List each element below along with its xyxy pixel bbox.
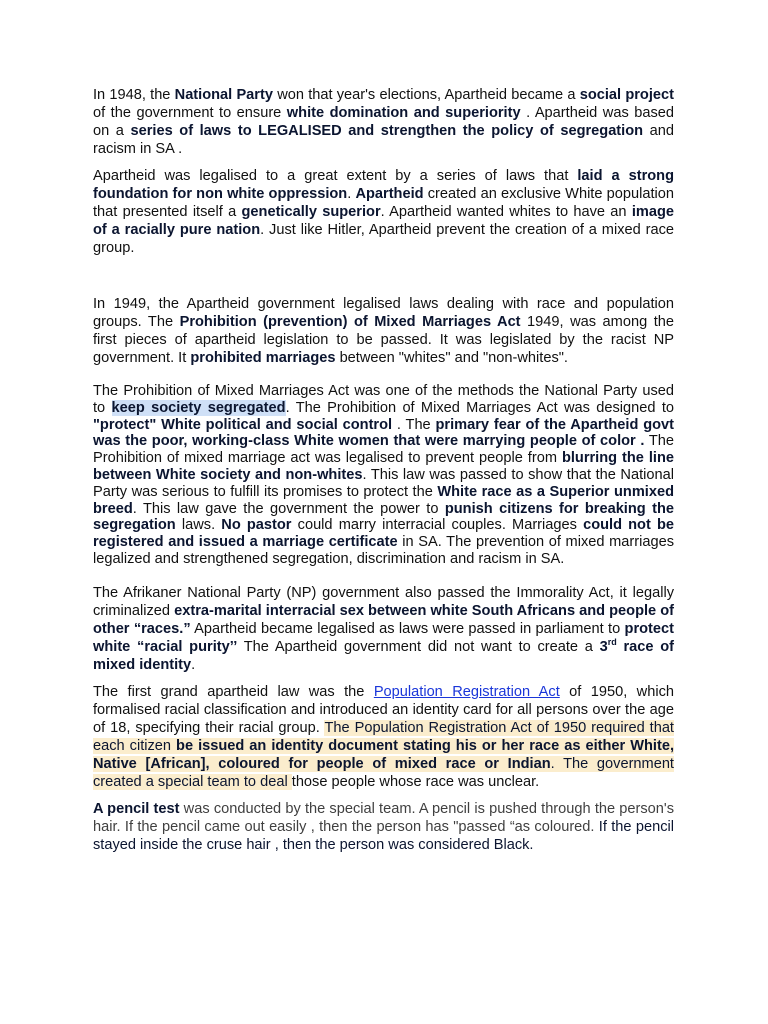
bold-text: Apartheid (355, 186, 424, 202)
text: The Apartheid government did not want to create a (237, 638, 600, 655)
text: . This law gave the government the power to (132, 500, 445, 517)
text: . The Prohibition of Mixed Marriages Act was designed to (285, 399, 674, 416)
text: of the government to ensure (93, 105, 287, 121)
paragraph-population-registration (93, 683, 674, 791)
text: of 1950, which formalised racial classification and introduced an identity card for all persons over the age of 18, specifying their racial group. (93, 683, 674, 736)
text: . (191, 656, 196, 673)
bold-text: "protect" White political and social control (93, 416, 393, 433)
highlighted-bold-text: be issued an identity document stating his or her race as either White, Native [African], coloured for people of mixed race or Indian (93, 737, 674, 772)
text: In 1949, the Apartheid government legalised laws dealing with race and population groups. The (93, 296, 674, 330)
text: those people whose race was unclear. (291, 773, 540, 790)
text: was conducted by the special team. A pencil is pushed through the person's hair. If the pencil came out easily , then the person has "passed “as coloured. (93, 800, 675, 835)
text: Apartheid was legalised to a great extent by a series of laws that (93, 168, 578, 184)
text: and racism in SA . (93, 123, 674, 157)
bold-text: punish citizens for breaking the segregation (93, 500, 674, 534)
bold-text: protect white “racial purity’’ (93, 620, 674, 655)
population-registration-act-link[interactable]: Population Registration Act (373, 683, 560, 700)
bold-text: primary fear of the Apartheid govt was the poor, working-class White women that were marrying people of color . (93, 416, 675, 450)
bold-text: could not be registered and issued a marriage certificate (93, 517, 675, 551)
superscript: rd (607, 636, 617, 647)
text: in SA. The prevention of mixed marriages legalized and strengthened segregation, discrimination and racism in SA. (93, 534, 675, 567)
bold-text: genetically superior (241, 204, 381, 220)
paragraph-national-party-1948 (93, 86, 674, 158)
bold-text: White race as a Superior unmixed breed (93, 483, 674, 517)
text: 3 (599, 638, 608, 655)
bold-text: National Party (174, 87, 273, 103)
selected-text[interactable]: keep society segregated (111, 399, 286, 416)
bold-text: prohibited marriages (190, 350, 336, 366)
text: created an exclusive White population that presented itself a (93, 186, 675, 220)
text: between "whites" and "non-whites". (335, 350, 568, 366)
text: laws. (175, 517, 222, 534)
text: Apartheid became legalised as laws were passed in parliament to (190, 620, 625, 637)
bold-text: extra-marital interracial sex between white South Africans and people of other “races.” (93, 602, 674, 637)
text: In 1948, the (93, 87, 175, 103)
bold-text: No pastor (221, 517, 292, 534)
paragraph-mixed-marriages-1949 (93, 295, 674, 367)
bold-text: image of a racially pure nation (93, 204, 674, 238)
text: . (347, 186, 356, 202)
text: The Afrikaner National Party (NP) government also passed the Immorality Act, it legally criminalized (93, 584, 674, 619)
text: . Just like Hitler, Apartheid prevent the creation of a mixed race group. (93, 222, 674, 256)
text: race of mixed identity (93, 638, 674, 673)
text: . Apartheid wanted whites to have an (380, 204, 632, 220)
text: 1949, was among the first pieces of apartheid legislation to be passed. It was legislated by the racist NP government. It (93, 314, 674, 366)
bold-text: series of laws to LEGALISED and strengthen the policy of segregation (130, 123, 644, 139)
bold-text: social project (579, 87, 674, 103)
highlighted-text: The Population Registration Act of 1950 required that each citizen (93, 719, 674, 754)
text: could marry interracial couples. Marriages (291, 517, 584, 534)
text: . This law was passed to show that the National Party was serious to fulfill its promises to protect the (93, 466, 674, 500)
paragraph-immorality-act (93, 584, 674, 674)
highlighted-text: . The government created a special team to deal (93, 755, 674, 790)
bold-text: white domination and superiority (286, 105, 521, 121)
bold-text: A pencil test (93, 800, 180, 817)
text: won that year's elections, Apartheid became a (272, 87, 580, 103)
text: If the pencil stayed inside the cruse hair , then the person was considered Black. (93, 818, 674, 853)
bold-text: laid a strong foundation for non white oppression (93, 168, 674, 202)
text: The first grand apartheid law was the (93, 683, 374, 700)
text: . Apartheid was based on a (93, 105, 674, 139)
bold-text: blurring the line between White society and non-whites (93, 450, 674, 483)
text: The Prohibition of mixed marriage act was legalised to prevent people from (93, 433, 674, 467)
text: The Prohibition of Mixed Marriages Act was one of the methods the National Party used to (93, 383, 674, 416)
bold-text: Prohibition (prevention) of Mixed Marriages Act (179, 314, 521, 330)
text: . The (392, 416, 436, 433)
paragraph-apartheid-legalised (93, 167, 674, 257)
paragraph-mixed-marriages-act-methods (93, 383, 674, 568)
paragraph-pencil-test (93, 800, 674, 854)
